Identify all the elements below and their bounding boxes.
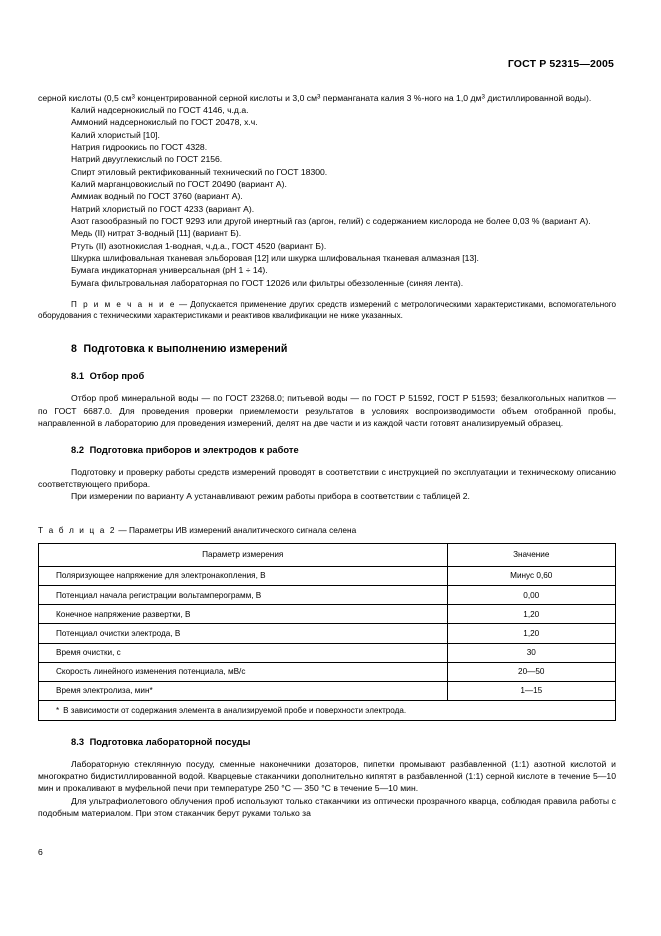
list-item: Натрий хлористый по ГОСТ 4233 (вариант А). <box>71 203 255 214</box>
section-8-3-number: 8.3 <box>71 736 85 747</box>
section-8-2-number: 8.2 <box>71 444 85 455</box>
cell-parameter: Скорость линейного изменения потенциала, мВ/с <box>39 662 448 681</box>
section-8-3-paragraph-1: Лабораторную стеклянную посуду, сменные наконечники дозаторов, пипетки промывают разбавленной (1:1) азотной кислотой и многократно бидистиллированной водой. Кварцевые стаканчики дополнительно кипятят в разбавленной (1:1) серной кислоте в течение 5—10 мин и прокаливают в муфельной печи при температуре 250 °С — 350 °С в течение 5—10 мин. <box>38 758 616 794</box>
superscript-cubic-3: 3 <box>481 92 485 100</box>
list-item-wrapped: Азот газообразный по ГОСТ 9293 или другой инертный газ (аргон, гелий) с содержанием кислорода не более 0,03 % (вариант А). <box>71 215 591 226</box>
cell-value: 0,00 <box>447 585 615 604</box>
list-item: Бумага индикаторная универсальная (pH 1 ÷ 14). <box>71 265 268 276</box>
table-row <box>39 643 616 662</box>
table-row <box>39 585 616 604</box>
table-caption-text: Параметры ИВ измерений аналитического сигнала селена <box>128 524 357 535</box>
column-header-value: Значение <box>447 543 615 566</box>
heading-section-8-3 <box>38 721 616 749</box>
table-row <box>39 681 616 700</box>
cell-parameter: Время электролиза, мин* <box>39 681 448 700</box>
list-item: Медь (II) нитрат 3-водный [11] (вариант Б). <box>71 228 242 239</box>
table-header-row <box>39 543 616 566</box>
cell-value: 1,20 <box>447 605 615 624</box>
cell-parameter: Потенциал начала регистрации вольтамперограмм, В <box>39 585 448 604</box>
continued-text-2: концентрированной серной кислоты и 3,0 см <box>134 92 318 103</box>
cell-value: 1,20 <box>447 624 615 643</box>
cell-value: 30 <box>447 643 615 662</box>
table-row <box>39 624 616 643</box>
list-item: Спирт этиловый ректификованный технический по ГОСТ 18300. <box>71 166 328 177</box>
list-item: Натрий двууглекислый по ГОСТ 2156. <box>71 154 223 165</box>
cell-value: 1—15 <box>447 681 615 700</box>
section-8-2-paragraph-1: Подготовку и проверку работы средств измерений проводят в соответствии с инструкцией по эксплуатации и техническому описанию соответствующего прибора. <box>38 466 616 490</box>
heading-section-8 <box>38 322 616 356</box>
continued-text-3: перманганата калия 3 %-ного на 1,0 дм <box>320 92 482 103</box>
footnote-text: В зависимости от содержания элемента в анализируемой пробе и поверхности электрода. <box>63 706 407 716</box>
column-header-parameter: Параметр измерения <box>39 543 448 566</box>
note-text: Допускается применение других средств измерений с метрологическими характеристиками, вспомогательного оборудования с техническими характеристиками и реактивов квалификации не ниже указанных. <box>38 299 616 321</box>
page-number: 6 <box>38 847 43 857</box>
table-footnote-row <box>39 701 616 721</box>
superscript-cubic-1: 3 <box>131 92 135 100</box>
table-row <box>39 605 616 624</box>
continued-text-4: дистиллированной воды). <box>484 92 592 103</box>
cell-parameter: Конечное напряжение развертки, В <box>39 605 448 624</box>
table-footnote-cell <box>39 701 616 721</box>
list-item: Калий марганцовокислый по ГОСТ 20490 (вариант А). <box>71 178 287 189</box>
page-content <box>38 0 616 819</box>
section-8-number: 8 <box>71 342 77 355</box>
heading-section-8-1 <box>38 356 616 384</box>
table-caption-dash: — <box>116 524 129 535</box>
continued-paragraph <box>38 92 616 104</box>
note-label: П р и м е ч а н и е <box>71 299 176 309</box>
cell-value: 20—50 <box>447 662 615 681</box>
section-8-2-paragraph-2: При измерении по варианту А устанавливают режим работы прибора в соответствии с таблицей 2. <box>71 491 470 502</box>
table-caption <box>38 503 616 536</box>
section-8-1-number: 8.1 <box>71 371 85 382</box>
list-item: Аммиак водный по ГОСТ 3760 (вариант А). <box>71 191 243 202</box>
cell-parameter: Поляризующее напряжение для электронакопления, В <box>39 566 448 585</box>
section-8-2-title: Подготовка приборов и электродов к работе <box>89 444 299 455</box>
note-dash: — <box>175 299 191 309</box>
list-item: Калий надсернокислый по ГОСТ 4146, ч.д.а. <box>71 104 249 115</box>
table-row <box>39 566 616 585</box>
list-item: Калий хлористый [10]. <box>71 129 160 140</box>
list-item: Бумага фильтровальная лабораторная по ГОСТ 12026 или фильтры обеззоленные (синяя лента). <box>71 277 464 288</box>
table-row <box>39 662 616 681</box>
section-8-title: Подготовка к выполнению измерений <box>83 342 288 355</box>
superscript-cubic-2: 3 <box>317 92 321 100</box>
section-8-3-paragraph-2: Для ультрафиолетового облучения проб используют только стаканчики из оптически прозрачного кварца, соблюдая правила работы с подобным материалом. При этом стаканчик берут руками только за <box>38 795 616 818</box>
list-item: Ртуть (II) азотнокислая 1-водная, ч.д.а., ГОСТ 4520 (вариант Б). <box>71 240 327 251</box>
cell-value: Минус 0,60 <box>447 566 615 585</box>
section-8-1-paragraph: Отбор проб минеральной воды — по ГОСТ 23268.0; питьевой воды — по ГОСТ Р 51592, ГОСТ Р 51593; безалкогольных напитков — по ГОСТ 6687.0. Для проведения проверки приемлемости результатов в условиях воспроизводимости объем отобранной пробы, направленной в лабораторию для проведения измерений, делят на две части и из каждой части готовят анализируемый образец. <box>38 393 616 428</box>
section-8-3-title: Подготовка лабораторной посуды <box>89 736 251 747</box>
cell-parameter: Время очистки, с <box>39 643 448 662</box>
running-header: ГОСТ Р 52315—2005 <box>507 58 614 70</box>
table-label: Т а б л и ц а 2 <box>38 524 117 535</box>
section-8-1-title: Отбор проб <box>89 371 145 382</box>
footnote-marker: * <box>56 706 60 716</box>
heading-section-8-2 <box>38 429 616 457</box>
note-block <box>38 289 616 322</box>
cell-parameter: Потенциал очистки электрода, В <box>39 624 448 643</box>
list-item: Шкурка шлифовальная тканевая эльборовая [12] или шкурка шлифовальная тканевая алмазная [13]. <box>71 252 479 263</box>
continued-text-1: серной кислоты (0,5 см <box>38 92 132 103</box>
list-item: Аммоний надсернокислый по ГОСТ 20478, х.ч. <box>71 117 258 128</box>
parameters-table <box>38 543 616 721</box>
list-item: Натрия гидроокись по ГОСТ 4328. <box>71 141 208 152</box>
